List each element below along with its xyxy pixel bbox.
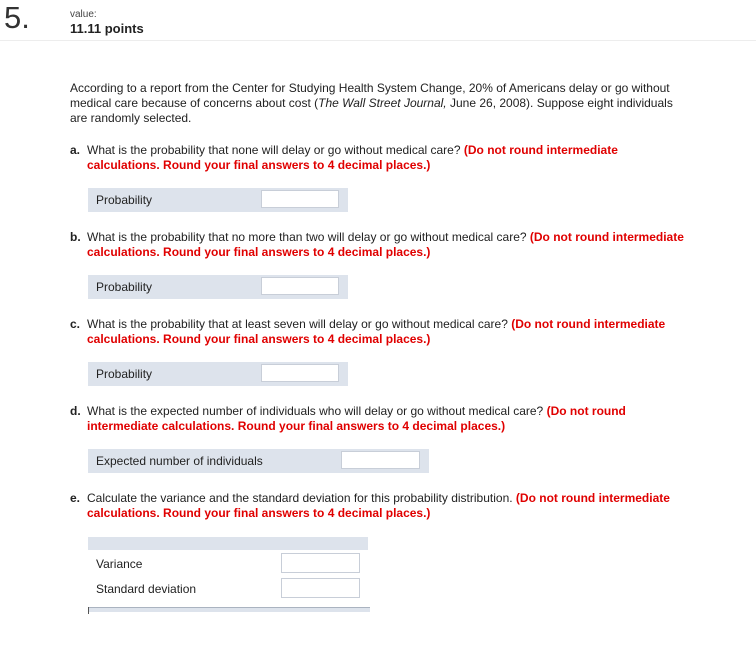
part-d: [70, 404, 690, 434]
part-e-letter: e.: [70, 491, 81, 505]
part-e: [70, 491, 690, 521]
variance-table-footer-edge: [88, 607, 89, 614]
standard-deviation-input[interactable]: [281, 578, 360, 598]
variance-table-footer: [88, 607, 370, 612]
part-b-letter: b.: [70, 230, 81, 244]
part-c-answer-row: [88, 362, 348, 386]
standard-deviation-label: Standard deviation: [96, 582, 197, 596]
part-c-question: What is the probability that at least seven will delay or go without medical care?: [87, 317, 512, 331]
variance-table-header: [88, 537, 368, 550]
part-a-question: What is the probability that none will delay or go without medical care?: [87, 143, 464, 157]
part-a-answer-row: [88, 188, 348, 212]
part-d-answer-row: [88, 449, 429, 473]
variance-input[interactable]: [281, 553, 360, 573]
value-label: value:: [70, 9, 97, 20]
points-value: 11.11 points: [70, 21, 144, 36]
part-b-probability-input[interactable]: [261, 277, 339, 295]
part-d-answer-label: Expected number of individuals: [96, 454, 263, 468]
part-d-expected-number-input[interactable]: [341, 451, 420, 469]
part-c-probability-input[interactable]: [261, 364, 339, 382]
part-d-question: What is the expected number of individuals who will delay or go without medical care?: [87, 404, 547, 418]
part-a: [70, 143, 690, 173]
header-divider: [0, 40, 756, 41]
question-number: 5.: [4, 0, 30, 35]
question-intro: [70, 81, 690, 126]
intro-text-after: June 26, 2008). Suppose eight individuals are randomly selected.: [70, 96, 673, 125]
part-c-instruction: (Do not round intermediate calculations. Round your final answers to 4 decimal places.): [87, 317, 666, 346]
part-e-instruction: (Do not round intermediate calculations. Round your final answers to 4 decimal places.): [87, 491, 670, 520]
part-c-letter: c.: [70, 317, 81, 331]
part-b-answer-row: [88, 275, 348, 299]
part-c: [70, 317, 690, 347]
intro-text-before: According to a report from the Center for Studying Health System Change, 20% of Americans delay or go without medical care because of concerns about cost (: [70, 81, 670, 110]
part-b: [70, 230, 690, 260]
part-b-question: What is the probability that no more than two will delay or go without medical care?: [87, 230, 530, 244]
intro-source: The Wall Street Journal,: [318, 96, 447, 110]
part-e-question: Calculate the variance and the standard deviation for this probability distribution.: [87, 491, 516, 505]
part-b-instruction: (Do not round intermediate calculations. Round your final answers to 4 decimal places.): [87, 230, 684, 259]
part-d-instruction: (Do not round intermediate calculations. Round your final answers to 4 decimal places.): [87, 404, 626, 433]
part-b-answer-label: Probability: [96, 280, 153, 294]
part-a-letter: a.: [70, 143, 81, 157]
part-a-answer-label: Probability: [96, 193, 153, 207]
part-d-letter: d.: [70, 404, 81, 418]
variance-label: Variance: [96, 557, 143, 571]
part-a-instruction: (Do not round intermediate calculations. Round your final answers to 4 decimal places.): [87, 143, 618, 172]
part-c-answer-label: Probability: [96, 367, 153, 381]
part-a-probability-input[interactable]: [261, 190, 339, 208]
